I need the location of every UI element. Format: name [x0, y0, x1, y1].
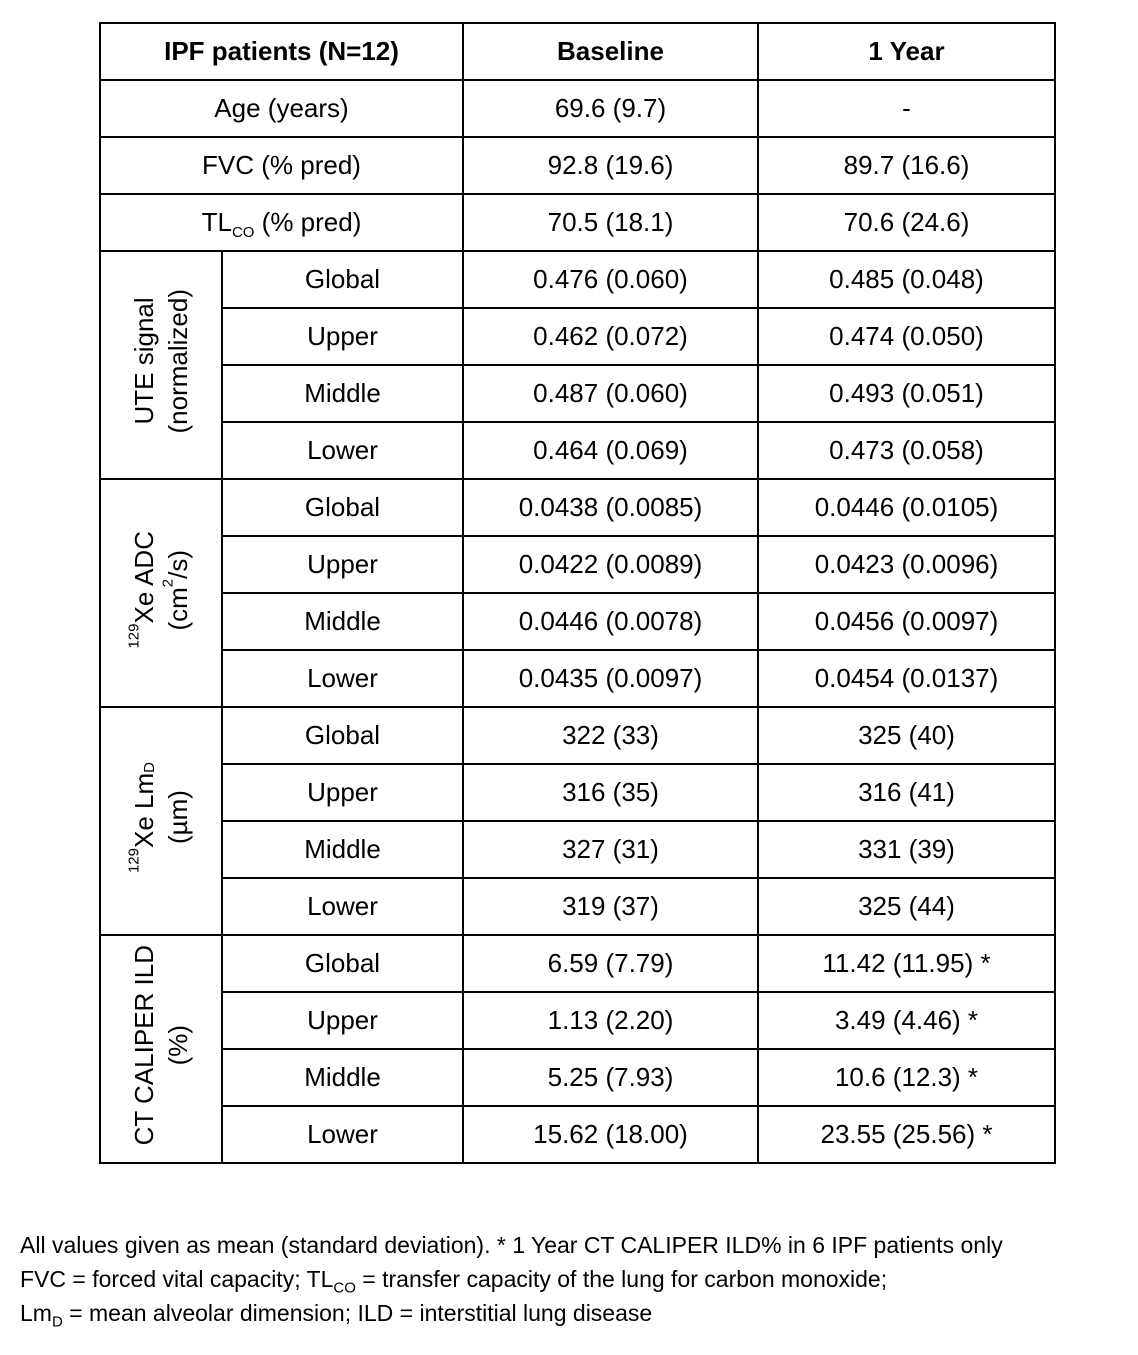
- year1-cell: 23.55 (25.56) *: [758, 1106, 1055, 1163]
- year1-cell: 89.7 (16.6): [758, 137, 1055, 194]
- baseline-cell: 0.0435 (0.0097): [463, 650, 758, 707]
- group-label-ute: UTE signal (normalized): [100, 251, 222, 479]
- region-cell: Middle: [222, 593, 463, 650]
- baseline-cell: 0.487 (0.060): [463, 365, 758, 422]
- group-label-xe-adc: $^{129}$Xe ADC $(cm^2/s)$: [100, 479, 222, 707]
- year1-cell: 0.0423 (0.0096): [758, 536, 1055, 593]
- baseline-cell: 0.476 (0.060): [463, 251, 758, 308]
- baseline-cell: 5.25 (7.93): [463, 1049, 758, 1106]
- year1-cell: -: [758, 80, 1055, 137]
- row-label: Age (years): [100, 80, 463, 137]
- baseline-cell: 0.0422 (0.0089): [463, 536, 758, 593]
- table-row: [100, 536, 1055, 593]
- footnote-line: FVC = forced vital capacity; $TL_{CO}$ = transfer capacity of the lung for carbon monoxide;: [20, 1266, 888, 1297]
- footnote-line: All values given as mean (standard deviation). * 1 Year CT CALIPER ILD% in 6 IPF patients only: [20, 1232, 1003, 1258]
- group-label-xe-lmd: $^{129}$Xe $Lm_D$ (µm): [100, 707, 222, 935]
- table-footnotes: [20, 1228, 1003, 1330]
- year1-cell: 0.485 (0.048): [758, 251, 1055, 308]
- region-cell: Lower: [222, 650, 463, 707]
- year1-cell: 3.49 (4.46) *: [758, 992, 1055, 1049]
- region-cell: Lower: [222, 422, 463, 479]
- baseline-cell: 0.462 (0.072): [463, 308, 758, 365]
- region-cell: Global: [222, 251, 463, 308]
- table-row: [100, 764, 1055, 821]
- table-row: [100, 1049, 1055, 1106]
- table-row: [100, 707, 1055, 764]
- table-row: [100, 878, 1055, 935]
- baseline-cell: 319 (37): [463, 878, 758, 935]
- year1-cell: 0.0454 (0.0137): [758, 650, 1055, 707]
- table-row: [100, 821, 1055, 878]
- year1-cell: 331 (39): [758, 821, 1055, 878]
- region-cell: Middle: [222, 365, 463, 422]
- year1-cell: 70.6 (24.6): [758, 194, 1055, 251]
- baseline-cell: 322 (33): [463, 707, 758, 764]
- region-cell: Middle: [222, 821, 463, 878]
- region-cell: Upper: [222, 308, 463, 365]
- baseline-cell: 15.62 (18.00): [463, 1106, 758, 1163]
- table-row: [100, 992, 1055, 1049]
- region-cell: Upper: [222, 992, 463, 1049]
- year1-cell: 11.42 (11.95) *: [758, 935, 1055, 992]
- table-row: [100, 593, 1055, 650]
- table-row: [100, 479, 1055, 536]
- footnote-line: $Lm_D$ = mean alveolar dimension; ILD = interstitial lung disease: [20, 1300, 653, 1331]
- header-1-year: 1 Year: [758, 23, 1055, 80]
- results-table: [99, 22, 1056, 1164]
- table-row: [100, 1106, 1055, 1163]
- table-row: [100, 251, 1055, 308]
- row-label: FVC (% pred): [100, 137, 463, 194]
- baseline-cell: 92.8 (19.6): [463, 137, 758, 194]
- table-row-tlco: [100, 194, 1055, 251]
- baseline-cell: 69.6 (9.7): [463, 80, 758, 137]
- region-cell: Upper: [222, 764, 463, 821]
- year1-cell: 0.0446 (0.0105): [758, 479, 1055, 536]
- header-baseline: Baseline: [463, 23, 758, 80]
- baseline-cell: 0.0446 (0.0078): [463, 593, 758, 650]
- header-row: [100, 23, 1055, 80]
- year1-cell: 0.473 (0.058): [758, 422, 1055, 479]
- row-label: $TL_{CO}$ (% pred): [100, 194, 463, 251]
- table-row: [100, 422, 1055, 479]
- year1-cell: 0.474 (0.050): [758, 308, 1055, 365]
- region-cell: Lower: [222, 878, 463, 935]
- region-cell: Global: [222, 707, 463, 764]
- baseline-cell: 6.59 (7.79): [463, 935, 758, 992]
- header-group: IPF patients (N=12): [100, 23, 463, 80]
- year1-cell: 316 (41): [758, 764, 1055, 821]
- year1-cell: 10.6 (12.3) *: [758, 1049, 1055, 1106]
- table-row: [100, 935, 1055, 992]
- group-label-ct-caliper: CT CALIPER ILD (%): [100, 935, 222, 1163]
- region-cell: Global: [222, 935, 463, 992]
- baseline-cell: 70.5 (18.1): [463, 194, 758, 251]
- baseline-cell: 1.13 (2.20): [463, 992, 758, 1049]
- table-row-age: [100, 80, 1055, 137]
- region-cell: Middle: [222, 1049, 463, 1106]
- baseline-cell: 327 (31): [463, 821, 758, 878]
- year1-cell: 325 (44): [758, 878, 1055, 935]
- table-row: [100, 308, 1055, 365]
- table-row: [100, 650, 1055, 707]
- region-cell: Global: [222, 479, 463, 536]
- table-row: [100, 365, 1055, 422]
- year1-cell: 0.493 (0.051): [758, 365, 1055, 422]
- year1-cell: 325 (40): [758, 707, 1055, 764]
- region-cell: Upper: [222, 536, 463, 593]
- baseline-cell: 0.0438 (0.0085): [463, 479, 758, 536]
- year1-cell: 0.0456 (0.0097): [758, 593, 1055, 650]
- baseline-cell: 0.464 (0.069): [463, 422, 758, 479]
- table-row-fvc: [100, 137, 1055, 194]
- region-cell: Lower: [222, 1106, 463, 1163]
- baseline-cell: 316 (35): [463, 764, 758, 821]
